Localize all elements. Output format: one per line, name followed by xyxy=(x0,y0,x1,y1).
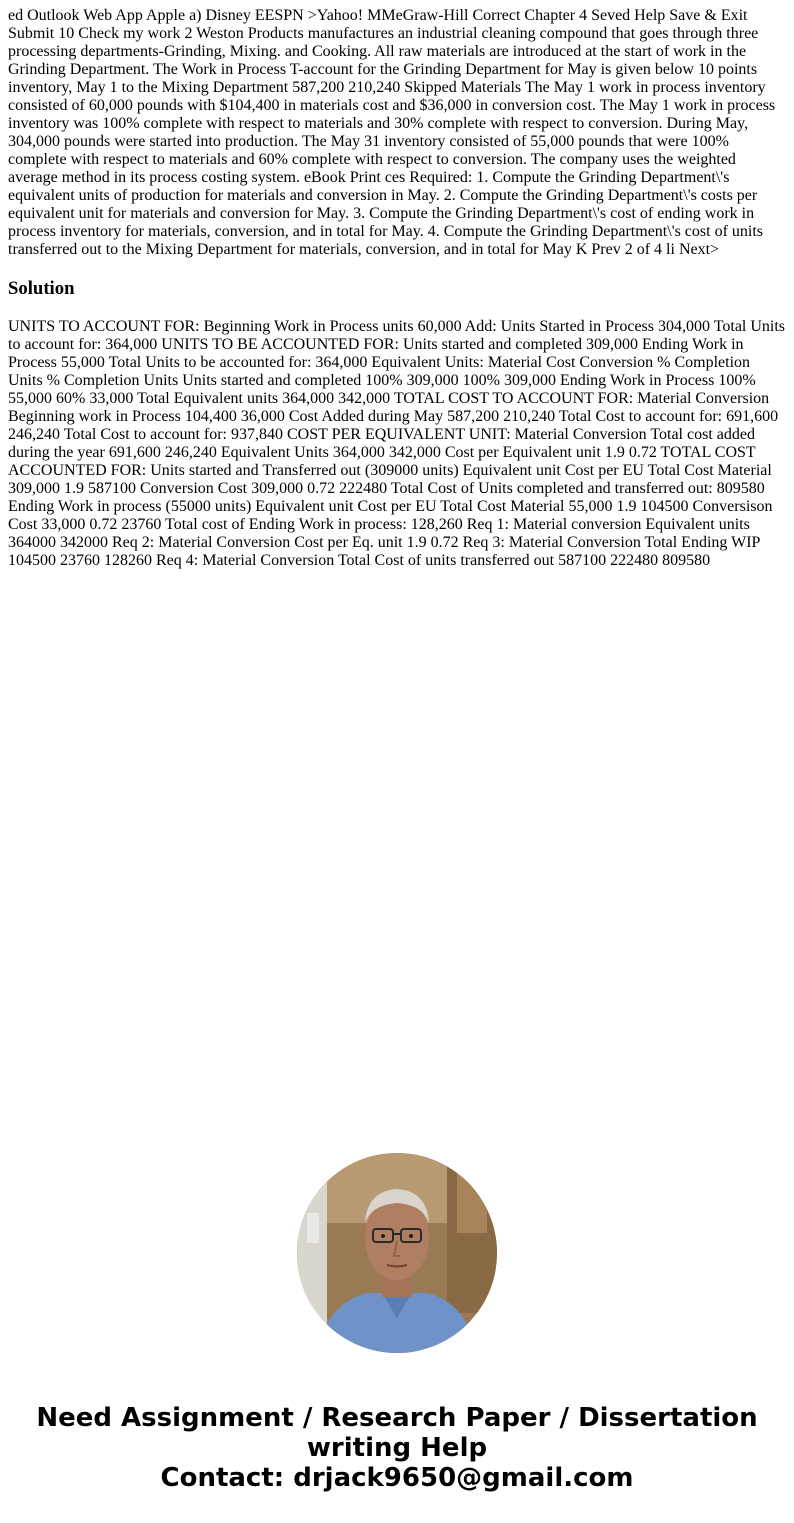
promo-line-1: Need Assignment / Research Paper / Dissertation xyxy=(36,1403,758,1433)
promo-contact: Contact: drjack9650@gmail.com xyxy=(160,1463,634,1493)
author-portrait xyxy=(297,1153,497,1353)
question-text: ed Outlook Web App Apple a) Disney EESPN >Yahoo! MMeGraw-Hill Correct Chapter 4 Seved Help Save & Exit Submit 10 Check my work 2 Weston Products manufactures an industrial cleaning compound that goes through three processing departments-Grinding, Mixing. and Cooking. All raw materials are introduced at the start of work in the Grinding Department. The Work in Process T-account for the Grinding Department for May is given below 10 points inventory, May 1 to the Mixing Department 587,200 210,240 Skipped Materials The May 1 work in process inventory consisted of 60,000 pounds with $104,400 in materials cost and $36,000 in conversion cost. The May 1 work in process inventory was 100% complete with respect to materials and 30% complete with respect to conversion. During May, 304,000 pounds were started into production. The May 31 inventory consisted of 55,000 pounds that were 100% complete with respect to materials and 60% complete with respect to conversion. The company uses the weighted average method in its process costing system. eBook Print ces Required: 1. Compute the Grinding Department\'s equivalent units of production for materials and conversion in May. 2. Compute the Grinding Department\'s costs per equivalent unit for materials and conversion for May. 3. Compute the Grinding Department\'s cost of ending work in process inventory for materials, conversion, and in total for May. 4. Compute the Grinding Department\'s cost of units transferred out to the Mixing Department for materials, conversion, and in total for May K Prev 2 of 4 li Next> xyxy=(8,7,776,258)
solution-text: UNITS TO ACCOUNT FOR: Beginning Work in Process units 60,000 Add: Units Started in Process 304,000 Total Units to account for: 364,000 UNITS TO BE ACCOUNTED FOR: Units started and completed 309,000 Ending Work in Process 55,000 Total Units to be accounted for: 364,000 Equivalent Units: Material Cost Conversion % Completion Units % Completion Units Units started and completed 100% 309,000 100% 309,000 Ending Work in Process 100% 55,000 60% 33,000 Total Equivalent units 364,000 342,000 TOTAL COST TO ACCOUNT FOR: Material Conversion Beginning work in Process 104,400 36,000 Cost Added during May 587,200 210,240 Total Cost to account for: 691,600 246,240 Total Cost to account for: 937,840 COST PER EQUIVALENT UNIT: Material Conversion Total cost added during the year 691,600 246,240 Equivalent Units 364,000 342,000 Cost per Equivalent unit 1.9 0.72 TOTAL COST ACCOUNTED FOR: Units started and Transferred out (309000 units) Equivalent unit Cost per EU Total Cost Material 309,000 1.9 587100 Conversion Cost 309,000 0.72 222480 Total Cost of Units completed and transferred out: 809580 Ending Work in process (55000 units) Equivalent unit Cost per EU Total Cost Material 55,000 1.9 104500 Conversison Cost 33,000 0.72 23760 Total cost of Ending Work in process: 128,260 Req 1: Material conversion Equivalent units 364000 342000 Req 2: Material Conversion Cost per Eq. unit 1.9 0.72 Req 3: Material Conversion Total Ending WIP 104500 23760 128260 Req 4: Material Conversion Total Cost of units transferred out 587100 222480 809580 xyxy=(8,318,786,569)
promo-line-2: writing Help xyxy=(306,1433,488,1463)
solution-heading: Solution xyxy=(8,278,75,299)
author-photo xyxy=(297,1153,497,1353)
promo-banner xyxy=(0,1403,794,1493)
